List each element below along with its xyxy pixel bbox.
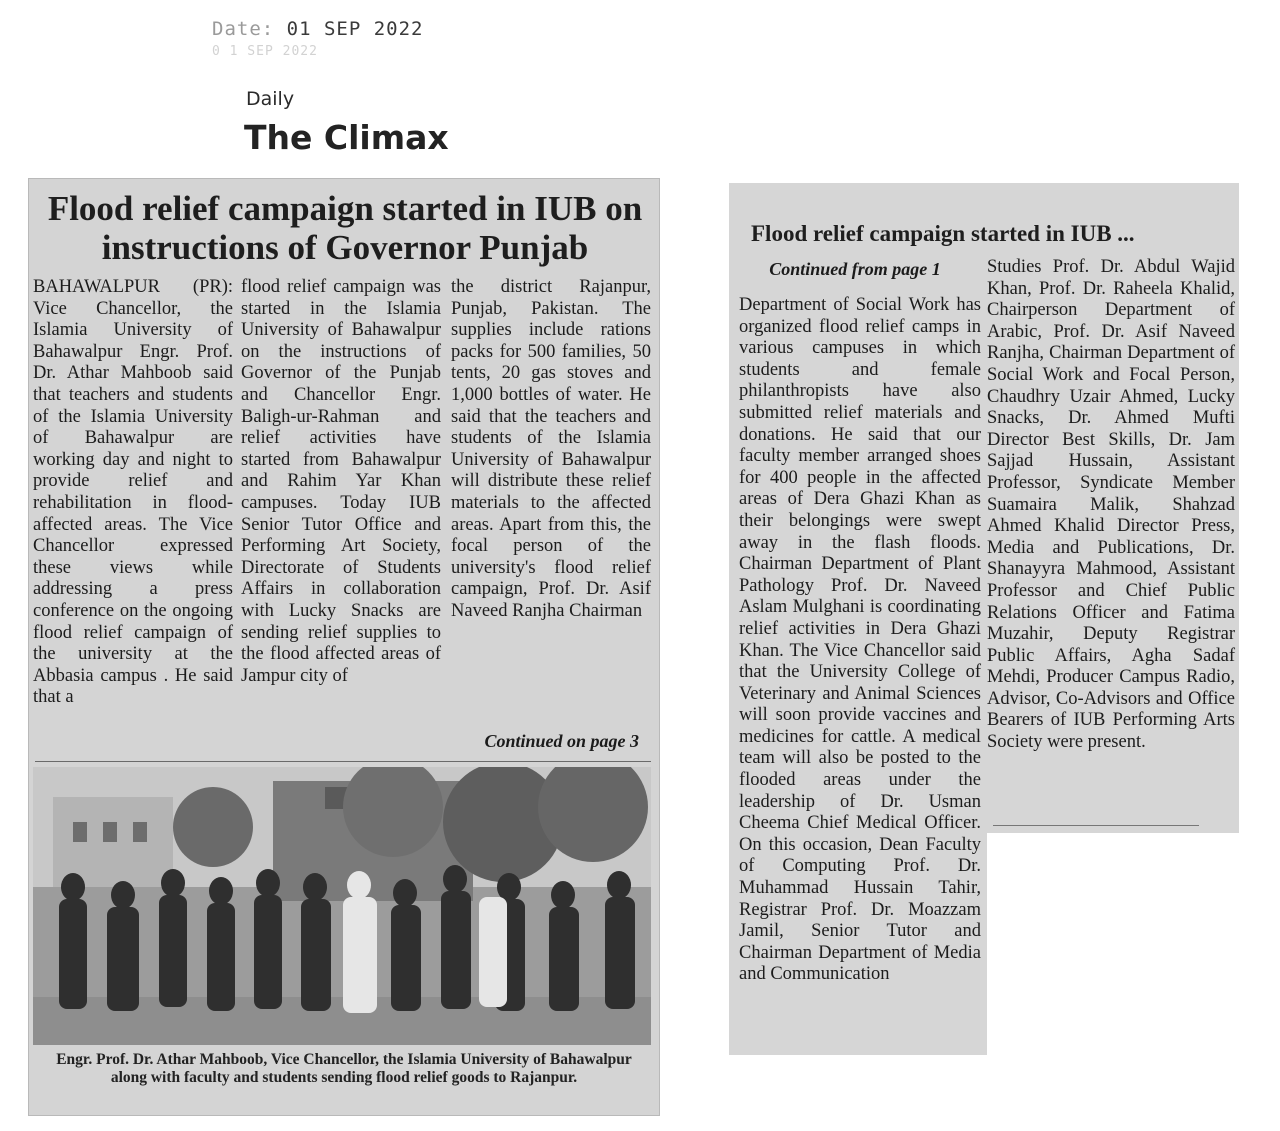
continued-headline: Flood relief campaign started in IUB ... [751,221,1135,246]
group-photo [33,767,651,1045]
date-value: 01 SEP 2022 [286,18,424,40]
main-news-clipping [28,178,660,1116]
end-rule [993,825,1199,826]
newspaper-name: The Climax [244,118,449,157]
main-headline: Flood relief campaign started in IUB on instructions of Governor Punjab [47,189,643,267]
photo-caption: Engr. Prof. Dr. Athar Mahboob, Vice Chancellor, the Islamia University of Bahawalpur along with faculty and students sending flood relief goods to Rajanpur. [56,1051,632,1086]
date-label: Date: [212,18,275,40]
article-column-1: BAHAWALPUR (PR): Vice Chancellor, the Islamia University of Bahawalpur Engr. Prof. Dr. Athar Mahboob said that teachers and students of the Islamia University of Bahawalpur are working day and night to provide relief and rehabilitation in flood-affected areas. The Vice Chancellor expressed these views while addressing a press conference on the ongoing flood relief campaign of the university at the Abbasia campus . He said that a [33,277,233,708]
continued-note: Continued on page 3 [484,731,639,751]
date-stamp-shadow: 0 1 SEP 2022 [212,44,318,59]
continued-column-2: Studies Prof. Dr. Abdul Wajid Khan, Prof. Dr. Raheela Khalid, Chairperson Department of Arabic, Prof. Dr. Asif Naveed Ranjha, Chairman Department of Social Work and Focal Person, Chaudhry Uzair Ahmed, Lucky Snacks, Dr. Ahmed Mufti Director Best Skills, Dr. Jam Sajjad Hussain, Assistant Professor, Syndicate Member Suamaira Malik, Shahzad Ahmed Khalid Director Press, Media and Publications, Dr. Shanayyra Mahmood, Assistant Professor and Chief Public Relations Officer and Fatima Muzahir, Deputy Registrar Public Affairs, Agha Sadaf Mehdi, Producer Campus Radio, Advisor, Co-Advisors and Office Bearers of IUB Performing Arts Society were present. [987,257,1235,753]
article-column-2: flood relief campaign was started in the Islamia University of Bahawalpur on the instructions of Governor of the Punjab and Chancellor Engr. Baligh-ur-Rahman and relief activities have started from Bahawalpur and Rahim Yar Khan campuses. Today IUB Senior Tutor Office and Performing Art Society, Directorate of Students Affairs in collaboration with Lucky Snacks are sending relief supplies to the flood affected areas of Jampur city of [241,277,441,686]
continued-column-1: Department of Social Work has organized flood relief camps in various campuses in which students and female philanthropists have also submitted relief materials and donations. He said that our faculty member arranged shoes for 400 people in the affected areas of Dera Ghazi Khan as their belongings were swept away in the flash floods. Chairman Department of Plant Pathology Prof. Dr. Naveed Aslam Mulghani is coordinating relief activities in Dera Ghazi Khan. The Vice Chancellor said that the University College of Veterinary and Animal Sciences will soon provide vaccines and medicines for cattle. A medical team will also be posted to the flooded areas under the leadership of Dr. Usman Cheema Chief Medical Officer. On this occasion, Dean Faculty of Computing Prof. Dr. Muhammad Hussain Tahir, Registrar Prof. Dr. Moazzam Jamil, Senior Tutor and Chairman Department of Media and Communication [739,295,981,985]
continued-from-note: Continued from page 1 [769,259,941,279]
continued-news-clipping [729,183,1239,985]
divider [35,761,651,762]
article-column-3: the district Rajanpur, Punjab, Pakistan. The supplies include rations packs for 500 families, 50 tents, 20 gas stoves and 1,000 bottles of water. He said that the teachers and students of the Islamia University of Bahawalpur will distribute these relief materials to the affected areas. Apart from this, the focal person of the university's flood relief campaign, Prof. Dr. Asif Naveed Ranjha Chairman [451,277,651,621]
date-stamp [212,18,424,40]
newspaper-kicker: Daily [246,88,295,110]
